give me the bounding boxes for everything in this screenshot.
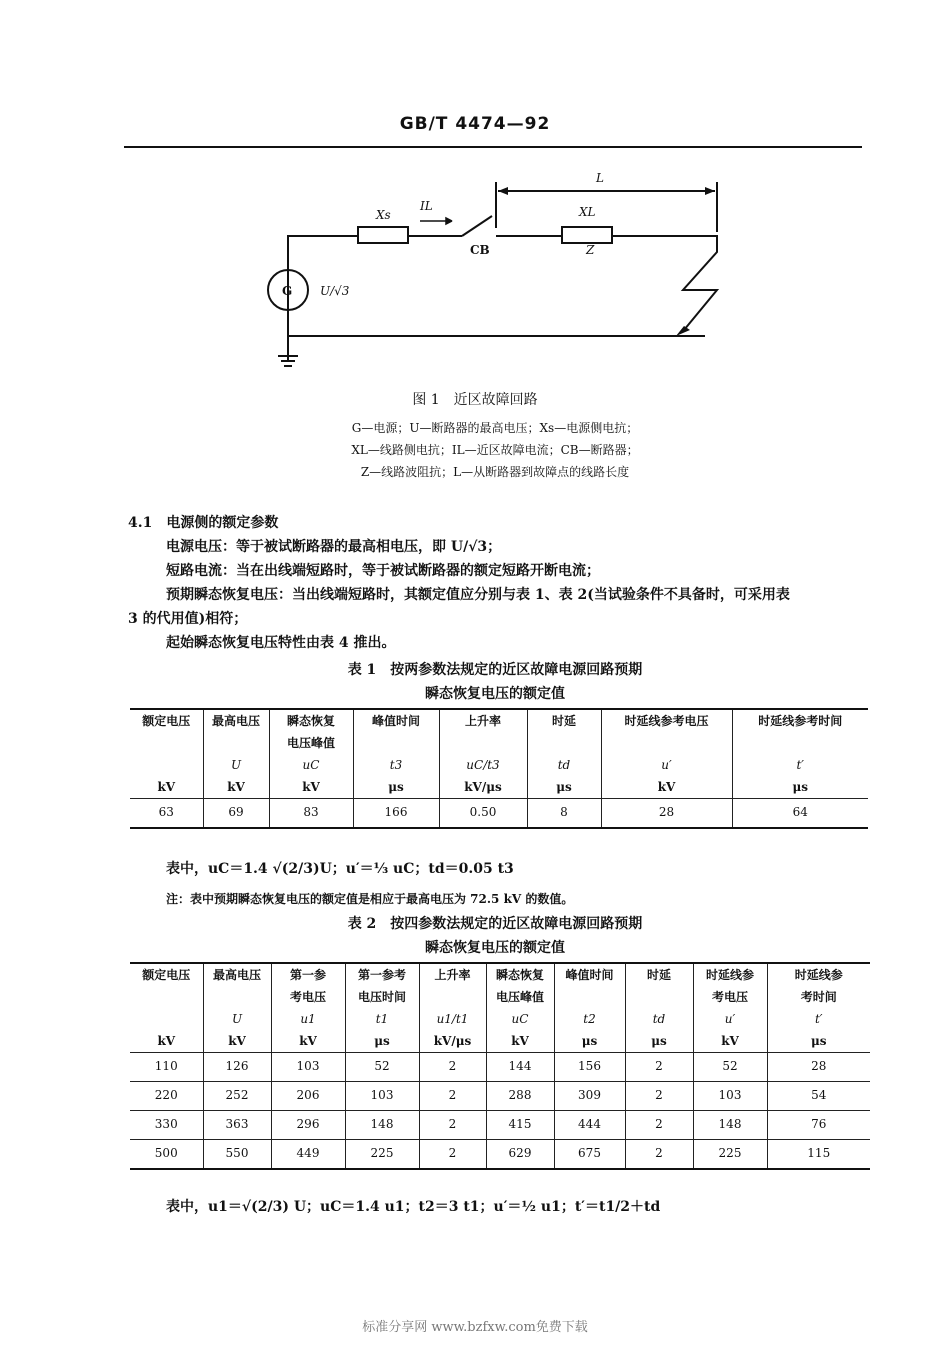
column-header-name: 最高电压 [212, 968, 261, 982]
table-cell: 500 [130, 1140, 203, 1170]
table-cell: 225 [345, 1140, 419, 1170]
column-symbol: t3 [389, 758, 403, 772]
paragraph-line: 预期瞬态恢复电压：当出线端短路时，其额定值应分别与表 1、表 2(当试验条件不具备时，可采用表 [166, 587, 790, 603]
table-cell: 69 [203, 799, 269, 829]
paragraph-line: 电源电压：等于被试断路器的最高相电压，即 U/√3； [166, 539, 502, 555]
table-cell: 220 [130, 1082, 203, 1111]
label-g: G [282, 284, 293, 298]
column-header [271, 963, 345, 1053]
table-cell: 103 [345, 1082, 419, 1111]
column-header-name [354, 732, 439, 754]
table2-formula: 表中，u1＝√(2/3) U；uC＝1.4 u1；t2＝3 t1；u′＝½ u1；t′＝t1/2＋td [166, 1199, 661, 1215]
label-source: U/√3 [320, 284, 350, 298]
xl-resistor [562, 227, 612, 243]
table-cell: 28 [767, 1053, 870, 1082]
table-cell: 206 [271, 1082, 345, 1111]
column-header [625, 963, 693, 1053]
dimension-arrow-left [498, 187, 508, 195]
column-symbol: td [652, 1012, 666, 1026]
column-header-name [555, 986, 625, 1008]
column-unit: kV/μs [433, 1034, 472, 1048]
table-cell: 0.50 [439, 799, 527, 829]
column-header [203, 963, 271, 1053]
column-symbol: t′ [796, 758, 805, 772]
column-unit: kV/μs [464, 780, 502, 794]
table-cell: 2 [419, 1140, 486, 1170]
column-header [130, 963, 203, 1053]
cb-switch [462, 216, 492, 236]
table-cell: 144 [486, 1053, 554, 1082]
column-header-name: 第一参考 [357, 968, 406, 982]
label-xs: Xs [376, 208, 391, 222]
table-cell: 148 [345, 1111, 419, 1140]
table1-note: 注：表中预期瞬态恢复电压的额定值是相应于最高电压为 72.5 kV 的数值。 [166, 892, 574, 906]
column-unit: kV [157, 780, 176, 794]
label-cb: CB [470, 243, 490, 257]
column-header-name [204, 732, 269, 754]
table-cell: 288 [486, 1082, 554, 1111]
column-symbol: td [557, 758, 571, 772]
column-header-name [130, 732, 203, 754]
table-row [130, 1140, 870, 1170]
column-symbol: u1 [300, 1012, 316, 1026]
table-cell: 550 [203, 1140, 271, 1170]
table-cell: 103 [693, 1082, 767, 1111]
document-header: GB/T 4474—92 [399, 114, 551, 134]
column-symbol: U [230, 758, 242, 772]
column-header-name: 时延线参考电压 [624, 714, 709, 728]
table-cell: 126 [203, 1053, 271, 1082]
column-header-name [130, 986, 203, 1008]
table-cell: 52 [693, 1053, 767, 1082]
table-cell: 64 [732, 799, 868, 829]
column-header-name [420, 986, 486, 1008]
column-symbol: u′ [661, 758, 672, 772]
column-header [130, 709, 203, 799]
column-symbol: uC [511, 1012, 529, 1026]
table-cell: 415 [486, 1111, 554, 1140]
figure-legend-line: G—电源；U—断路器的最高电压；Xs—电源侧电抗； [351, 421, 639, 435]
column-header-name: 上升率 [464, 714, 501, 728]
table1-subtitle: 瞬态恢复电压的额定值 [425, 686, 565, 702]
table2 [130, 962, 870, 1170]
table-cell: 110 [130, 1053, 203, 1082]
column-unit: kV [227, 780, 245, 794]
figure-legend-line: Z—线路波阻抗；L—从断路器到故障点的线路长度 [360, 465, 630, 479]
column-header-name: 额定电压 [142, 968, 191, 982]
column-header-name: 电压峰值 [286, 736, 335, 750]
table-cell: 225 [693, 1140, 767, 1170]
column-unit: μs [556, 780, 572, 794]
table-row [130, 799, 868, 829]
column-header [732, 709, 868, 799]
label-z: Z [586, 243, 595, 257]
column-header [486, 963, 554, 1053]
table-cell: 52 [345, 1053, 419, 1082]
column-symbol [130, 754, 203, 776]
table1-header-row [130, 709, 868, 799]
column-header [345, 963, 419, 1053]
table-cell: 296 [271, 1111, 345, 1140]
table-cell: 54 [767, 1082, 870, 1111]
current-arrow [420, 218, 452, 224]
table-cell: 330 [130, 1111, 203, 1140]
page-footer: 标准分享网 www.bzfxw.com免费下载 [362, 1320, 588, 1335]
column-header-name: 时延线参 [794, 968, 843, 982]
column-symbol: u1/t1 [436, 1012, 469, 1026]
table-cell: 8 [527, 799, 601, 829]
table1-title: 表 1 按两参数法规定的近区故障电源回路预期 [347, 662, 643, 678]
column-header-name: 瞬态恢复 [286, 714, 335, 728]
table-cell: 363 [203, 1111, 271, 1140]
figure-caption: 图 1 近区故障回路 [412, 392, 538, 408]
dimension-arrow-right [705, 187, 715, 195]
section-heading: 4.1 电源侧的额定参数 [128, 515, 279, 531]
column-header-name: 时延线参考时间 [758, 714, 843, 728]
column-unit: kV [299, 1034, 317, 1048]
table1-formula: 表中，uC＝1.4 √(2/3)U；u′＝⅓ uC；td＝0.05 t3 [166, 861, 514, 877]
label-L: L [596, 171, 604, 185]
table1 [130, 708, 868, 829]
table-cell: 252 [203, 1082, 271, 1111]
table-cell: 629 [486, 1140, 554, 1170]
column-symbol: uC/t3 [466, 758, 500, 772]
column-header-name: 时延 [551, 714, 576, 728]
table2-subtitle: 瞬态恢复电压的额定值 [425, 940, 565, 956]
column-header [601, 709, 732, 799]
column-unit: kV [657, 780, 676, 794]
table-cell: 115 [767, 1140, 870, 1170]
table-cell: 83 [269, 799, 353, 829]
column-unit: μs [374, 1034, 390, 1048]
column-header [693, 963, 767, 1053]
table-cell: 675 [554, 1140, 625, 1170]
column-header-name [528, 732, 601, 754]
table-cell: 156 [554, 1053, 625, 1082]
table-cell: 2 [625, 1082, 693, 1111]
column-header-name [626, 986, 693, 1008]
paragraph-line: 短路电流：当在出线端短路时，等于被试断路器的额定短路开断电流； [166, 563, 600, 579]
table-cell: 148 [693, 1111, 767, 1140]
column-unit: μs [388, 780, 404, 794]
column-header-name: 时延 [646, 968, 671, 982]
column-unit: μs [581, 1034, 598, 1048]
table-cell: 309 [554, 1082, 625, 1111]
column-header-name [733, 732, 869, 754]
column-unit: μs [810, 1034, 827, 1048]
column-header [203, 709, 269, 799]
table-cell: 2 [625, 1053, 693, 1082]
column-header-name: 时延线参 [705, 968, 754, 982]
column-header-name: 考电压 [289, 990, 326, 1004]
column-unit: kV [302, 780, 320, 794]
column-header-name: 峰值时间 [371, 714, 420, 728]
table-cell: 2 [625, 1140, 693, 1170]
table-cell: 449 [271, 1140, 345, 1170]
table-cell: 2 [419, 1053, 486, 1082]
column-header-name: 考时间 [800, 990, 837, 1004]
table-cell: 2 [625, 1111, 693, 1140]
column-header-name: 额定电压 [142, 714, 191, 728]
column-header [353, 709, 439, 799]
column-header-name: 电压峰值 [495, 990, 544, 1004]
dimension-line [496, 182, 717, 232]
label-xl: XL [579, 205, 596, 219]
table-cell: 2 [419, 1111, 486, 1140]
column-header [439, 709, 527, 799]
wire-bottom [288, 310, 705, 362]
wire-to-fault [612, 236, 717, 330]
column-unit: kV [511, 1034, 529, 1048]
column-header-name: 第一参 [289, 968, 326, 982]
column-header-name: 电压时间 [357, 990, 406, 1004]
column-unit: kV [228, 1034, 246, 1048]
column-header-name: 最高电压 [211, 714, 260, 728]
column-unit: μs [651, 1034, 667, 1048]
column-header-name: 瞬态恢复 [495, 968, 544, 982]
column-symbol: t′ [814, 1012, 823, 1026]
table-cell: 166 [353, 799, 439, 829]
column-symbol: u′ [724, 1012, 736, 1026]
column-header [419, 963, 486, 1053]
column-header-name [204, 986, 271, 1008]
table2-title: 表 2 按四参数法规定的近区故障电源回路预期 [347, 916, 643, 932]
column-symbol: t2 [583, 1012, 596, 1026]
column-header [269, 709, 353, 799]
column-header-name: 上升率 [434, 968, 471, 982]
column-symbol: t1 [375, 1012, 389, 1026]
table-row [130, 1111, 870, 1140]
column-header-name: 峰值时间 [565, 968, 614, 982]
column-header-name: 考电压 [711, 990, 748, 1004]
table-cell: 63 [130, 799, 203, 829]
column-header-name [440, 732, 527, 754]
column-symbol: uC [302, 758, 320, 772]
table-cell: 103 [271, 1053, 345, 1082]
column-header [527, 709, 601, 799]
paragraph-line: 起始瞬态恢复电压特性由表 4 推出。 [166, 635, 396, 651]
label-il: IL [420, 199, 433, 213]
table-cell: 28 [601, 799, 732, 829]
table-cell: 444 [554, 1111, 625, 1140]
column-symbol: U [231, 1012, 243, 1026]
table-cell: 2 [419, 1082, 486, 1111]
table2-header-row [130, 963, 870, 1053]
xs-resistor [358, 227, 408, 243]
column-header [554, 963, 625, 1053]
column-unit: kV [157, 1034, 176, 1048]
column-symbol [130, 1008, 203, 1030]
table-cell: 76 [767, 1111, 870, 1140]
column-unit: μs [792, 780, 809, 794]
table-row [130, 1082, 870, 1111]
table-row [130, 1053, 870, 1082]
figure-legend-line: XL—线路侧电抗；IL—近区故障电流；CB—断路器； [351, 443, 639, 457]
fault-ground-mark [676, 326, 690, 336]
column-header-name [602, 732, 732, 754]
paragraph-line: 3 的代用值)相符； [128, 611, 248, 627]
column-unit: kV [721, 1034, 739, 1048]
column-header [767, 963, 870, 1053]
circuit-diagram [0, 0, 950, 380]
